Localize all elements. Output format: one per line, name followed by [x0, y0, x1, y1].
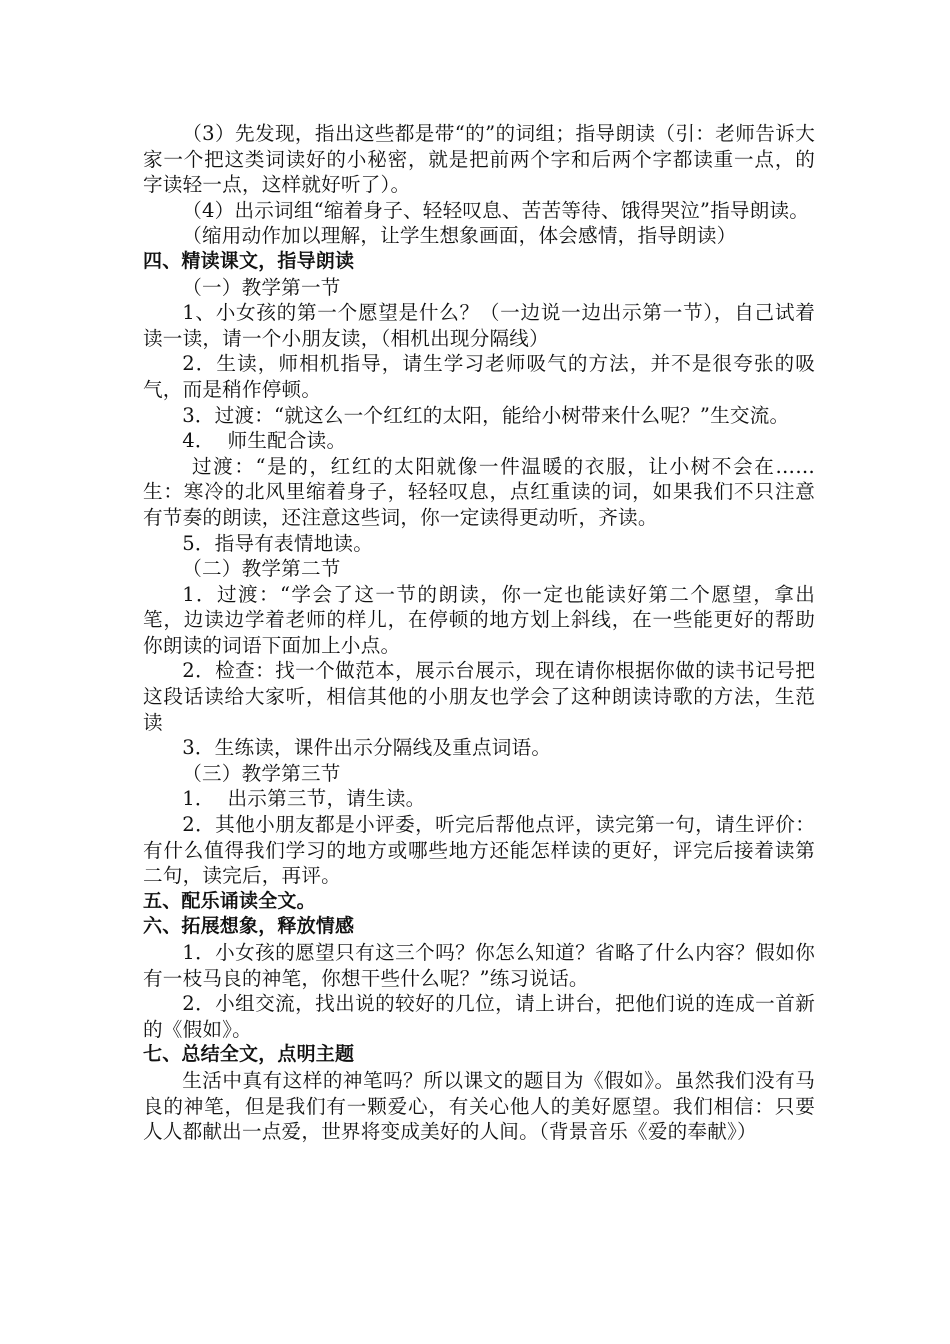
section-heading-7: 七、总结全文，点明主题	[143, 1043, 355, 1066]
paragraph: 1、小女孩的第一个愿望是什么？（一边说一边出示第一节），自己试着读一读，请一个小朋友读，（相机出现分隔线）	[143, 301, 815, 350]
paragraph: 1．过渡：“学会了这一节的朗读，你一定也能读好第二个愿望，拿出笔，边读边学着老师的样儿，在停顿的地方划上斜线，在一些能更好的帮助你朗读的词语下面加上小点。	[143, 582, 815, 657]
paragraph: 4． 师生配合读。	[182, 429, 347, 453]
paragraph: 2．生读，师相机指导，请生学习老师吸气的方法，并不是很夸张的吸气，而是稍作停顿。	[143, 352, 815, 401]
section-heading-5: 五、配乐诵读全文。	[143, 889, 316, 912]
paragraph: 过渡：“是的，红红的太阳就像一件温暖的衣服，让小树不会在……生：寒冷的北风里缩着身子，轻轻叹息，点红重读的词，如果我们不只注意有节奏的朗读，还注意这些词，你一定读得更动听，齐读。	[143, 454, 815, 529]
subsection-heading-2: （二）教学第二节	[182, 557, 341, 581]
paragraph: 5．指导有表情地读。	[182, 531, 373, 555]
section-heading-4: 四、精读课文，指导朗读	[143, 249, 355, 272]
document-body	[143, 121, 815, 1145]
paragraph-summary: 生活中真有这样的神笔吗？所以课文的题目为《假如》。虽然我们没有马良的神笔，但是我们有一颗爱心，有关心他人的美好愿望。我们相信：只要人人都献出一点爱，世界将变成美好的人间。（背景音乐《爱的奉献》）	[143, 1068, 815, 1144]
paragraph-step-3: （3）先发现，指出这些都是带“的”的词组；指导朗读（引：老师告诉大家一个把这类词读好的小秘密，就是把前两个字和后两个字都读重一点，的字读轻一点，这样就好听了）。	[143, 122, 815, 197]
paragraph: 2．小组交流，找出说的较好的几位，请上讲台，把他们说的连成一首新的《假如》。	[143, 992, 815, 1041]
paragraph: 2．检查：找一个做范本，展示台展示，现在请你根据你做的读书记号把这段话读给大家听，相信其他的小朋友也学会了这种朗读诗歌的方法，生范读	[143, 659, 815, 734]
paragraph: 3．生练读，课件出示分隔线及重点词语。	[182, 736, 552, 760]
paragraph-step-4: （4）出示词组“缩着身子、轻轻叹息、苦苦等待、饿得哭泣”指导朗读。	[182, 198, 810, 222]
subsection-heading-1: （一）教学第一节	[182, 275, 341, 299]
paragraph: 3．过渡：“就这么一个红红的太阳，能给小树带来什么呢？”生交流。	[182, 403, 790, 427]
paragraph-note: （缩用动作加以理解，让学生想象画面，体会感情，指导朗读）	[182, 224, 737, 248]
paragraph: 1．小女孩的愿望只有这三个吗？你怎么知道？省略了什么内容？假如你有一枝马良的神笔，你想干些什么呢？”练习说话。	[143, 941, 815, 990]
subsection-heading-3: （三）教学第三节	[182, 761, 341, 785]
section-heading-6: 六、拓展想象，释放情感	[143, 915, 355, 938]
paragraph: 2．其他小朋友都是小评委，听完后帮他点评，读完第一句，请生评价：有什么值得我们学习的地方或哪些地方还能怎样读的更好，评完后接着读第二句，读完后，再评。	[143, 813, 815, 888]
paragraph: 1． 出示第三节，请生读。	[182, 787, 426, 811]
